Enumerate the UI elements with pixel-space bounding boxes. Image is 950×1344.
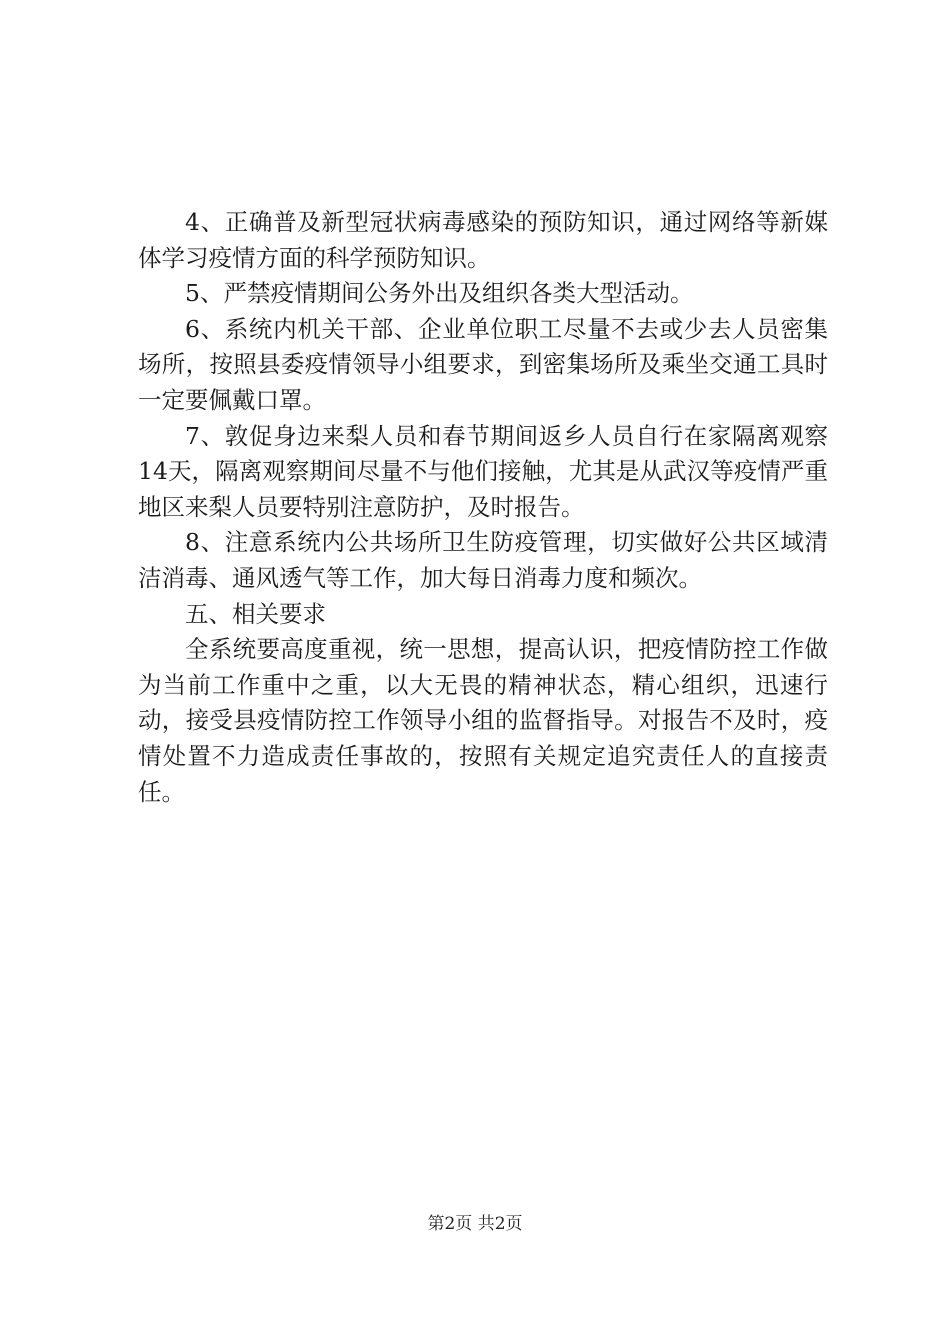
paragraph-item-4: 4、正确普及新型冠状病毒感染的预防知识，通过网络等新媒体学习疫情方面的科学预防知识。	[138, 208, 828, 272]
paragraph-item-5: 5、严禁疫情期间公务外出及组织各类大型活动。	[185, 279, 694, 308]
paragraph-item-7: 7、敦促身边来梨人员和春节期间返乡人员自行在家隔离观察14天，隔离观察期间尽量不与他们接触，尤其是从武汉等疫情严重地区来梨人员要特别注意防护，及时报告。	[138, 421, 828, 521]
document-body	[138, 205, 828, 810]
page-number-footer: 第2页 共2页	[427, 1214, 523, 1234]
paragraph-item-6: 6、系统内机关干部、企业单位职工尽量不去或少去人员密集场所，按照县委疫情领导小组要求，到密集场所及乘坐交通工具时一定要佩戴口罩。	[138, 314, 828, 414]
requirements-paragraph: 全系统要高度重视，统一思想，提高认识，把疫情防控工作做为当前工作重中之重，以大无畏的精神状态，精心组织，迅速行动，接受县疫情防控工作领导小组的监督指导。对报告不及时，疫情处置不力造成责任事故的，按照有关规定追究责任人的直接责任。	[138, 635, 828, 806]
paragraph-item-8: 8、注意系统内公共场所卫生防疫管理，切实做好公共区域清洁消毒、通风透气等工作，加大每日消毒力度和频次。	[138, 528, 828, 592]
section-heading: 五、相关要求	[185, 599, 326, 628]
